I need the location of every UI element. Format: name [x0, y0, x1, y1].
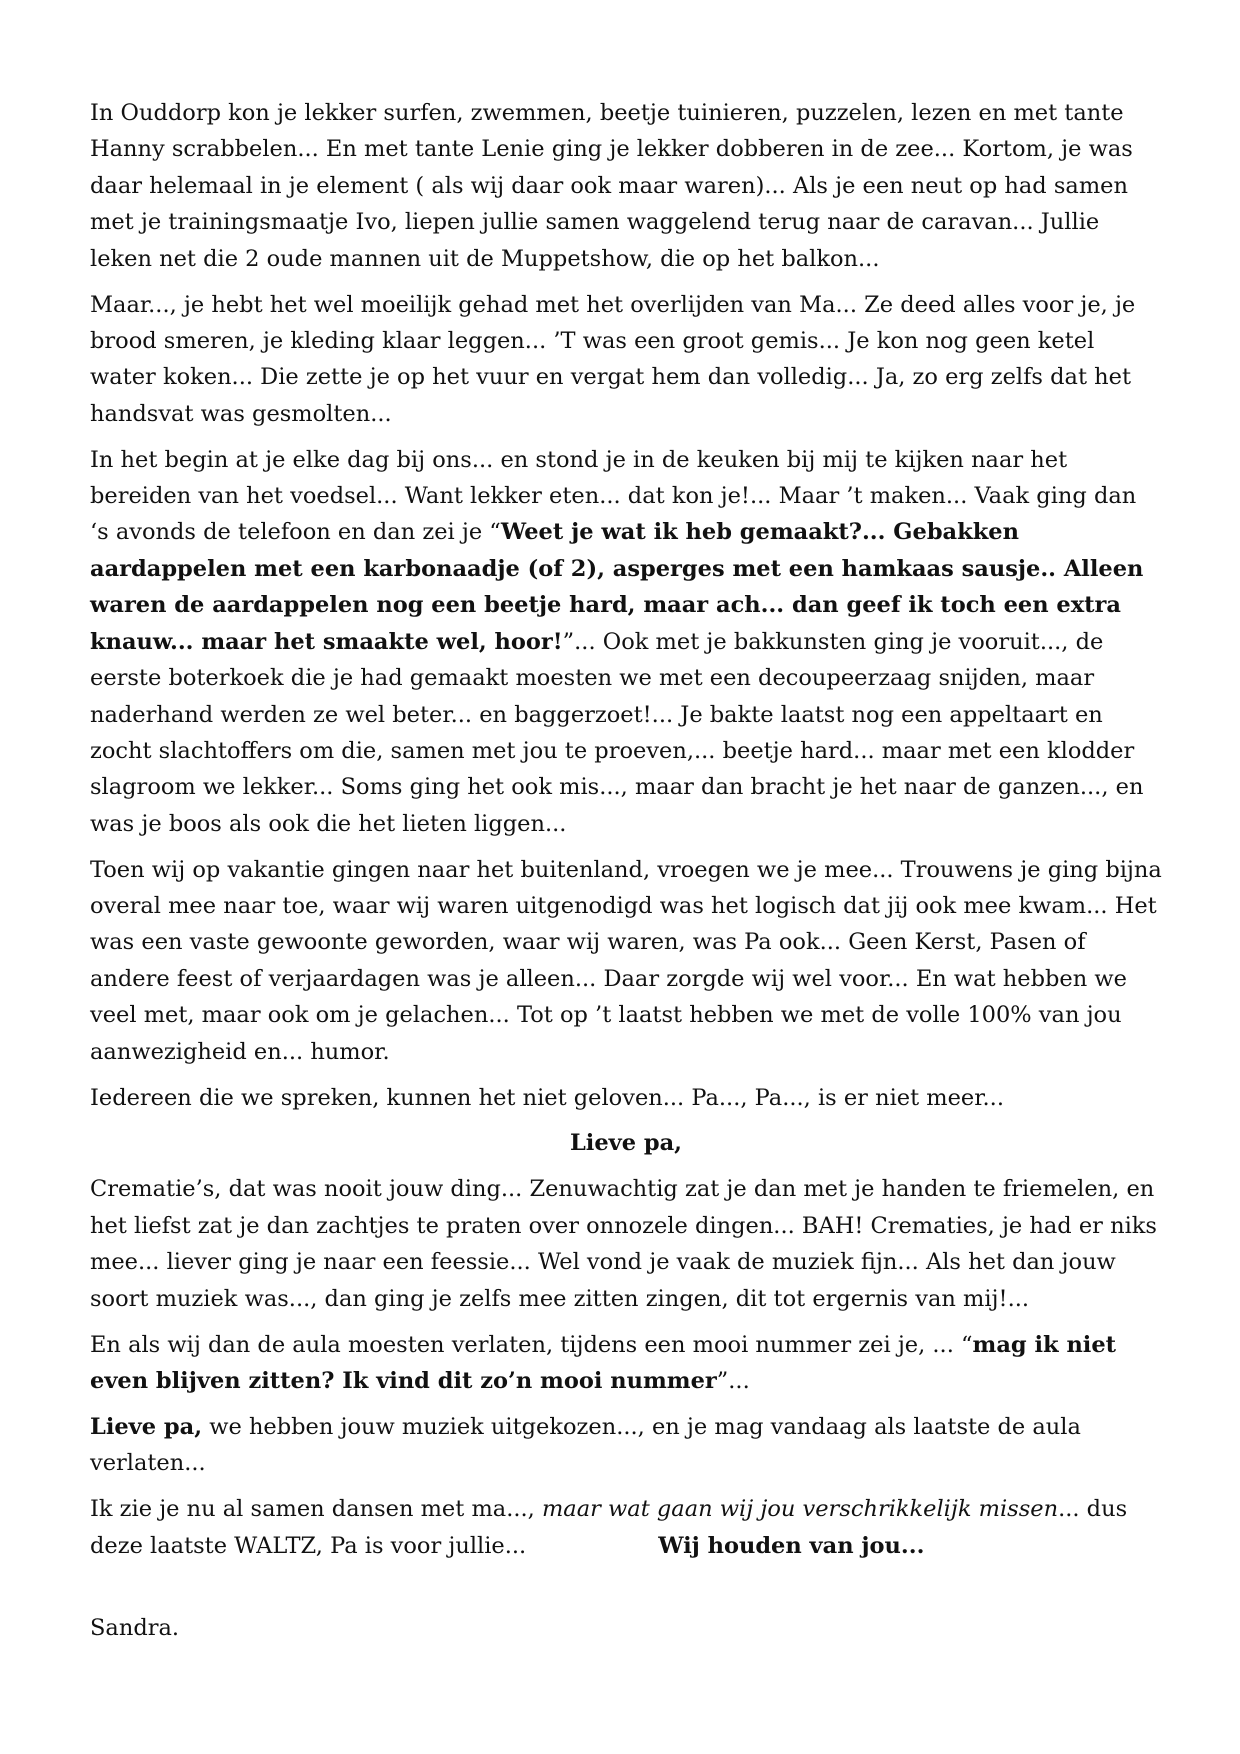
paragraph-aula-text-a: En als wij dan de aula moesten verlaten, tijdens een mooi nummer zei je, ... “	[90, 1331, 973, 1358]
paragraph-waltz-text-a: Ik zie je nu al samen dansen met ma...,	[90, 1496, 542, 1523]
paragraph-crematies: Crematie’s, dat was nooit jouw ding... Zenuwachtig zat je dan met je handen te friemelen, en het liefst zat je dan zachtjes te praten over onnozele dingen... BAH! Crematies, je had er niks mee... liever ging je naar een feessie... Wel vond je vaak de muziek fijn... Als het dan jouw soort muziek was..., dan ging je zelfs mee zitten zingen, dit tot ergernis van mij!...	[90, 1176, 1157, 1312]
paragraph-overlijden-ma: Maar..., je hebt het wel moeilijk gehad met het overlijden van Ma... Ze deed alles voor je, je brood smeren, je kleding klaar leggen... ’T was een groot gemis... Je kon nog geen ketel water koken... Die zette je op het vuur en vergat hem dan volledig... Ja, zo erg zelfs dat het handsvat was gesmolten...	[90, 291, 1136, 427]
paragraph-aula	[90, 1327, 1162, 1400]
paragraph-waltz-italic: maar wat gaan wij jou verschrikkelijk missen	[541, 1496, 1059, 1523]
signature: Sandra.	[90, 1614, 180, 1641]
paragraph-koken-text-a: In het begin at je elke dag bij ons... en stond je in de keuken bij mij te kijken naar het bereiden van het voedsel... Want lekker eten... dat kon je!... Maar ’t maken... Vaak ging dan ‘s avonds de telefoon en dan zei je “	[90, 446, 1137, 546]
paragraph-muziek-salutation: Lieve pa,	[90, 1413, 203, 1440]
paragraph-muziek-text: we hebben jouw muziek uitgekozen..., en je mag vandaag als laatste de aula verlaten...	[90, 1413, 1081, 1477]
paragraph-aula-text-b: ”...	[716, 1367, 750, 1394]
paragraph-koken-quote: Weet je wat ik heb gemaakt?... Gebakken aardappelen met een karbonaadje (of 2), asperges met een hamkaas sausje.. Alleen waren de aardappelen nog een beetje hard, maar ach... dan geef ik toch een extra knauw... maar het smaakte wel, hoor!	[90, 519, 1144, 655]
paragraph-vakantie: Toen wij op vakantie gingen naar het buitenland, vroegen we je mee... Trouwens je ging bijna overal mee naar toe, waar wij waren uitgenodigd was het logisch dat jij ook mee kwam... Het was een vaste gewoonte geworden, waar wij waren, was Pa ook... Geen Kerst, Pasen of andere feest of verjaardagen was je alleen... Daar zorgde wij wel voor... En wat hebben we veel met, maar ook om je gelachen... Tot op ’t laatst hebben we met de volle 100% van jou aanwezigheid en... humor.	[90, 856, 1162, 1065]
letter-page	[90, 95, 1162, 1656]
paragraph-koken-bakken	[90, 442, 1162, 842]
paragraph-aula-quote: mag ik niet even blijven zitten? Ik vind dit zo’n mooi nummer	[90, 1331, 1117, 1394]
paragraph-muziek	[90, 1409, 1162, 1482]
paragraph-koken-text-b: ”... Ook met je bakkunsten ging je vooruit..., de eerste boterkoek die je had gemaakt moesten we met een decoupeerzaag snijden, maar naderhand werden ze wel beter... en baggerzoet!... Je bakte laatst nog een appeltaart en zocht slachtoffers om die, samen met jou te proeven,... beetje hard... maar met een klodder slagroom we lekker... Soms ging het ook mis..., maar dan bracht je het naar de ganzen..., en was je boos als ook die het lieten liggen...	[90, 628, 1144, 837]
paragraph-ouddorp: In Ouddorp kon je lekker surfen, zwemmen, beetje tuinieren, puzzelen, lezen en met tante Hanny scrabbelen... En met tante Lenie ging je lekker dobberen in de zee... Kortom, je was daar helemaal in je element ( als wij daar ook maar waren)... Als je een neut op had samen met je trainingsmaatje Ivo, liepen jullie samen waggelend terug naar de caravan... Jullie leken net die 2 oude mannen uit de Muppetshow, die op het balkon...	[90, 100, 1133, 272]
paragraph-waltz-text-b: ... dus deze laatste WALTZ, Pa is voor jullie...	[90, 1496, 1128, 1559]
paragraph-waltz-closing: Wij houden van jou...	[658, 1532, 925, 1559]
heading-lieve-pa: Lieve pa,	[569, 1130, 683, 1157]
paragraph-iedereen: Iedereen die we spreken, kunnen het niet geloven... Pa..., Pa..., is er niet meer...	[90, 1084, 1004, 1111]
paragraph-waltz	[90, 1491, 1162, 1564]
